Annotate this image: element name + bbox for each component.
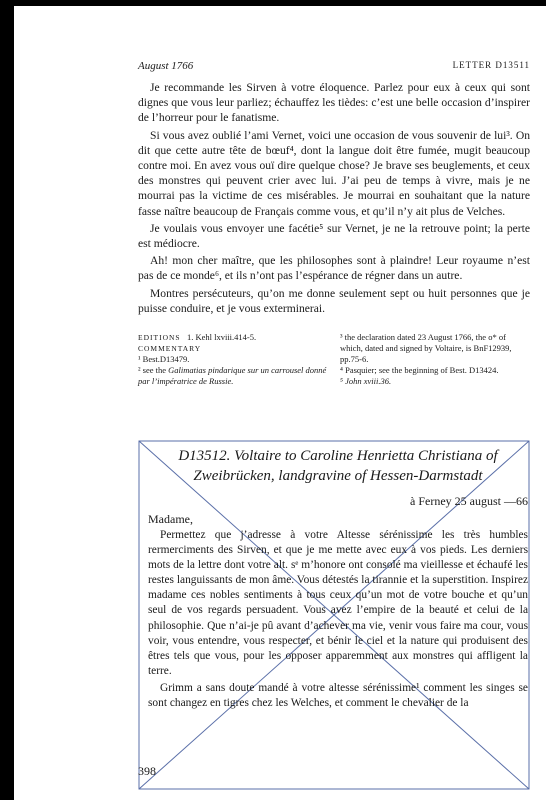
running-head (138, 60, 530, 76)
letter-paragraph: Permettez que j’adresse à votre Altesse sérénissime les très humbles rermerciments des Sirven, et que je me mette avec eux à vos pieds. Les derniers mots de la lettre dont votre alt. sᵉ m’honore ont consolé ma vieillesse et échaufé les restes languissants de mon âme. Vous détestés la tirannie et la superstition. Inspirez madame ces nobles sentiments à tous ceux qu’un mot de votre bouche et qu’un seul de vos regards persuadent. Vous avez l’empire de la beauté et celui de la philosophie. Que n’ai-je pû avant d’achever ma vie, venir vous faire ma cour, vous voir, vous entendre, vous respecter, et bénir le ciel et la nature qui produisent des êtres tels que vous, pour les opposer apparemment aux monstres qui affligent la terre. (148, 529, 528, 677)
scan-edge-left (0, 0, 14, 800)
letter-paragraph: Grimm a sans doute mandé à votre altesse sérénissime¹ comment les singes se sont changez en tigres chez les Welches, et comment le chevalier de la (148, 681, 528, 710)
margin-stamp-mark (30, 300, 50, 420)
editions-line (138, 332, 328, 343)
footnote-4: ⁴ Pasquier; see the beginning of Best. D13424. (340, 365, 499, 375)
footnote-2 (138, 365, 328, 387)
editions-label: EDITIONS (138, 333, 181, 342)
commentary-label: COMMENTARY (138, 344, 202, 353)
footnotes-left-column (138, 332, 328, 387)
body-paragraph: Montres persécuteurs, qu’on me donne seulement sept ou huit personnes que je puisse conduire, et je vous exterminerai. (138, 286, 530, 315)
footnote-5: ⁵ John xviii.36. (340, 376, 392, 386)
running-head-date: August 1766 (138, 60, 194, 72)
letter-d13512-section (138, 440, 530, 790)
footnote-1: ¹ Best.D13479. (138, 354, 190, 364)
letter-title: D13512. Voltaire to Caroline Henrietta Christiana of Zweibrücken, landgravine of Hessen-Darmstadt (178, 448, 498, 484)
body-paragraph: Ah! mon cher maître, que les philosophes sont à plaindre! Leur royaume n’est pas de ce monde⁶, et ils n’ont pas l’espérance de régner dans un autre. (138, 254, 530, 283)
footnotes-right-column (340, 332, 530, 387)
body-paragraph: Je voulais vous envoyer une facétie⁵ sur Vernet, je ne la retrouve point; la perte est médiocre. (138, 221, 530, 251)
letter-date: à Ferney 25 august —66 (410, 494, 528, 508)
letter-body-text (138, 80, 530, 318)
body-paragraph: Je recommande les Sirven à votre éloquence. Parlez pour eux à ceux qui sont dignes que vous leur parliez; échauffez les tièdes: c’est une belle occasion d’inspirer de l’horreur pour le fanatisme. (138, 81, 530, 125)
footnote-3: ³ the declaration dated 23 August 1766, the o* of which, dated and signed by Voltaire, is BnF12939, pp.75-6. (340, 332, 512, 364)
footnotes (138, 332, 530, 418)
editions-text: 1. Kehl lxviii.414-5. (186, 332, 257, 342)
letter-text (148, 528, 528, 713)
page-number: 398 (138, 764, 156, 778)
body-paragraph: Si vous avez oublié l’ami Vernet, voici une occasion de vous souvenir de lui³. On dit que cette autre tête de bœuf⁴, dont la langue doit être fumée, mugit beaucoup contre moi. En avez vous ouï dire quelque chose? Je brave ses beuglements, et ceux des monstres qui peuvent crier avec lui. J’ai peu de temps à vivre, mais je ne mourrai pas la victime de ces misérables. Je mourrai en souhaitant que la nature fasse naître beaucoup de Français comme vous, et qu’il n’y ait plus de Velches. (138, 128, 530, 218)
footnote-2-prefix: ² see the (138, 365, 169, 375)
scan-edge-top (0, 0, 546, 6)
running-head-letter: LETTER D13511 (452, 60, 530, 70)
footnote-2-title: Galimatias pindarique sur un carrousel donné par l’impératrice de Russie. (138, 365, 327, 386)
letter-salutation: Madame, (148, 512, 193, 526)
